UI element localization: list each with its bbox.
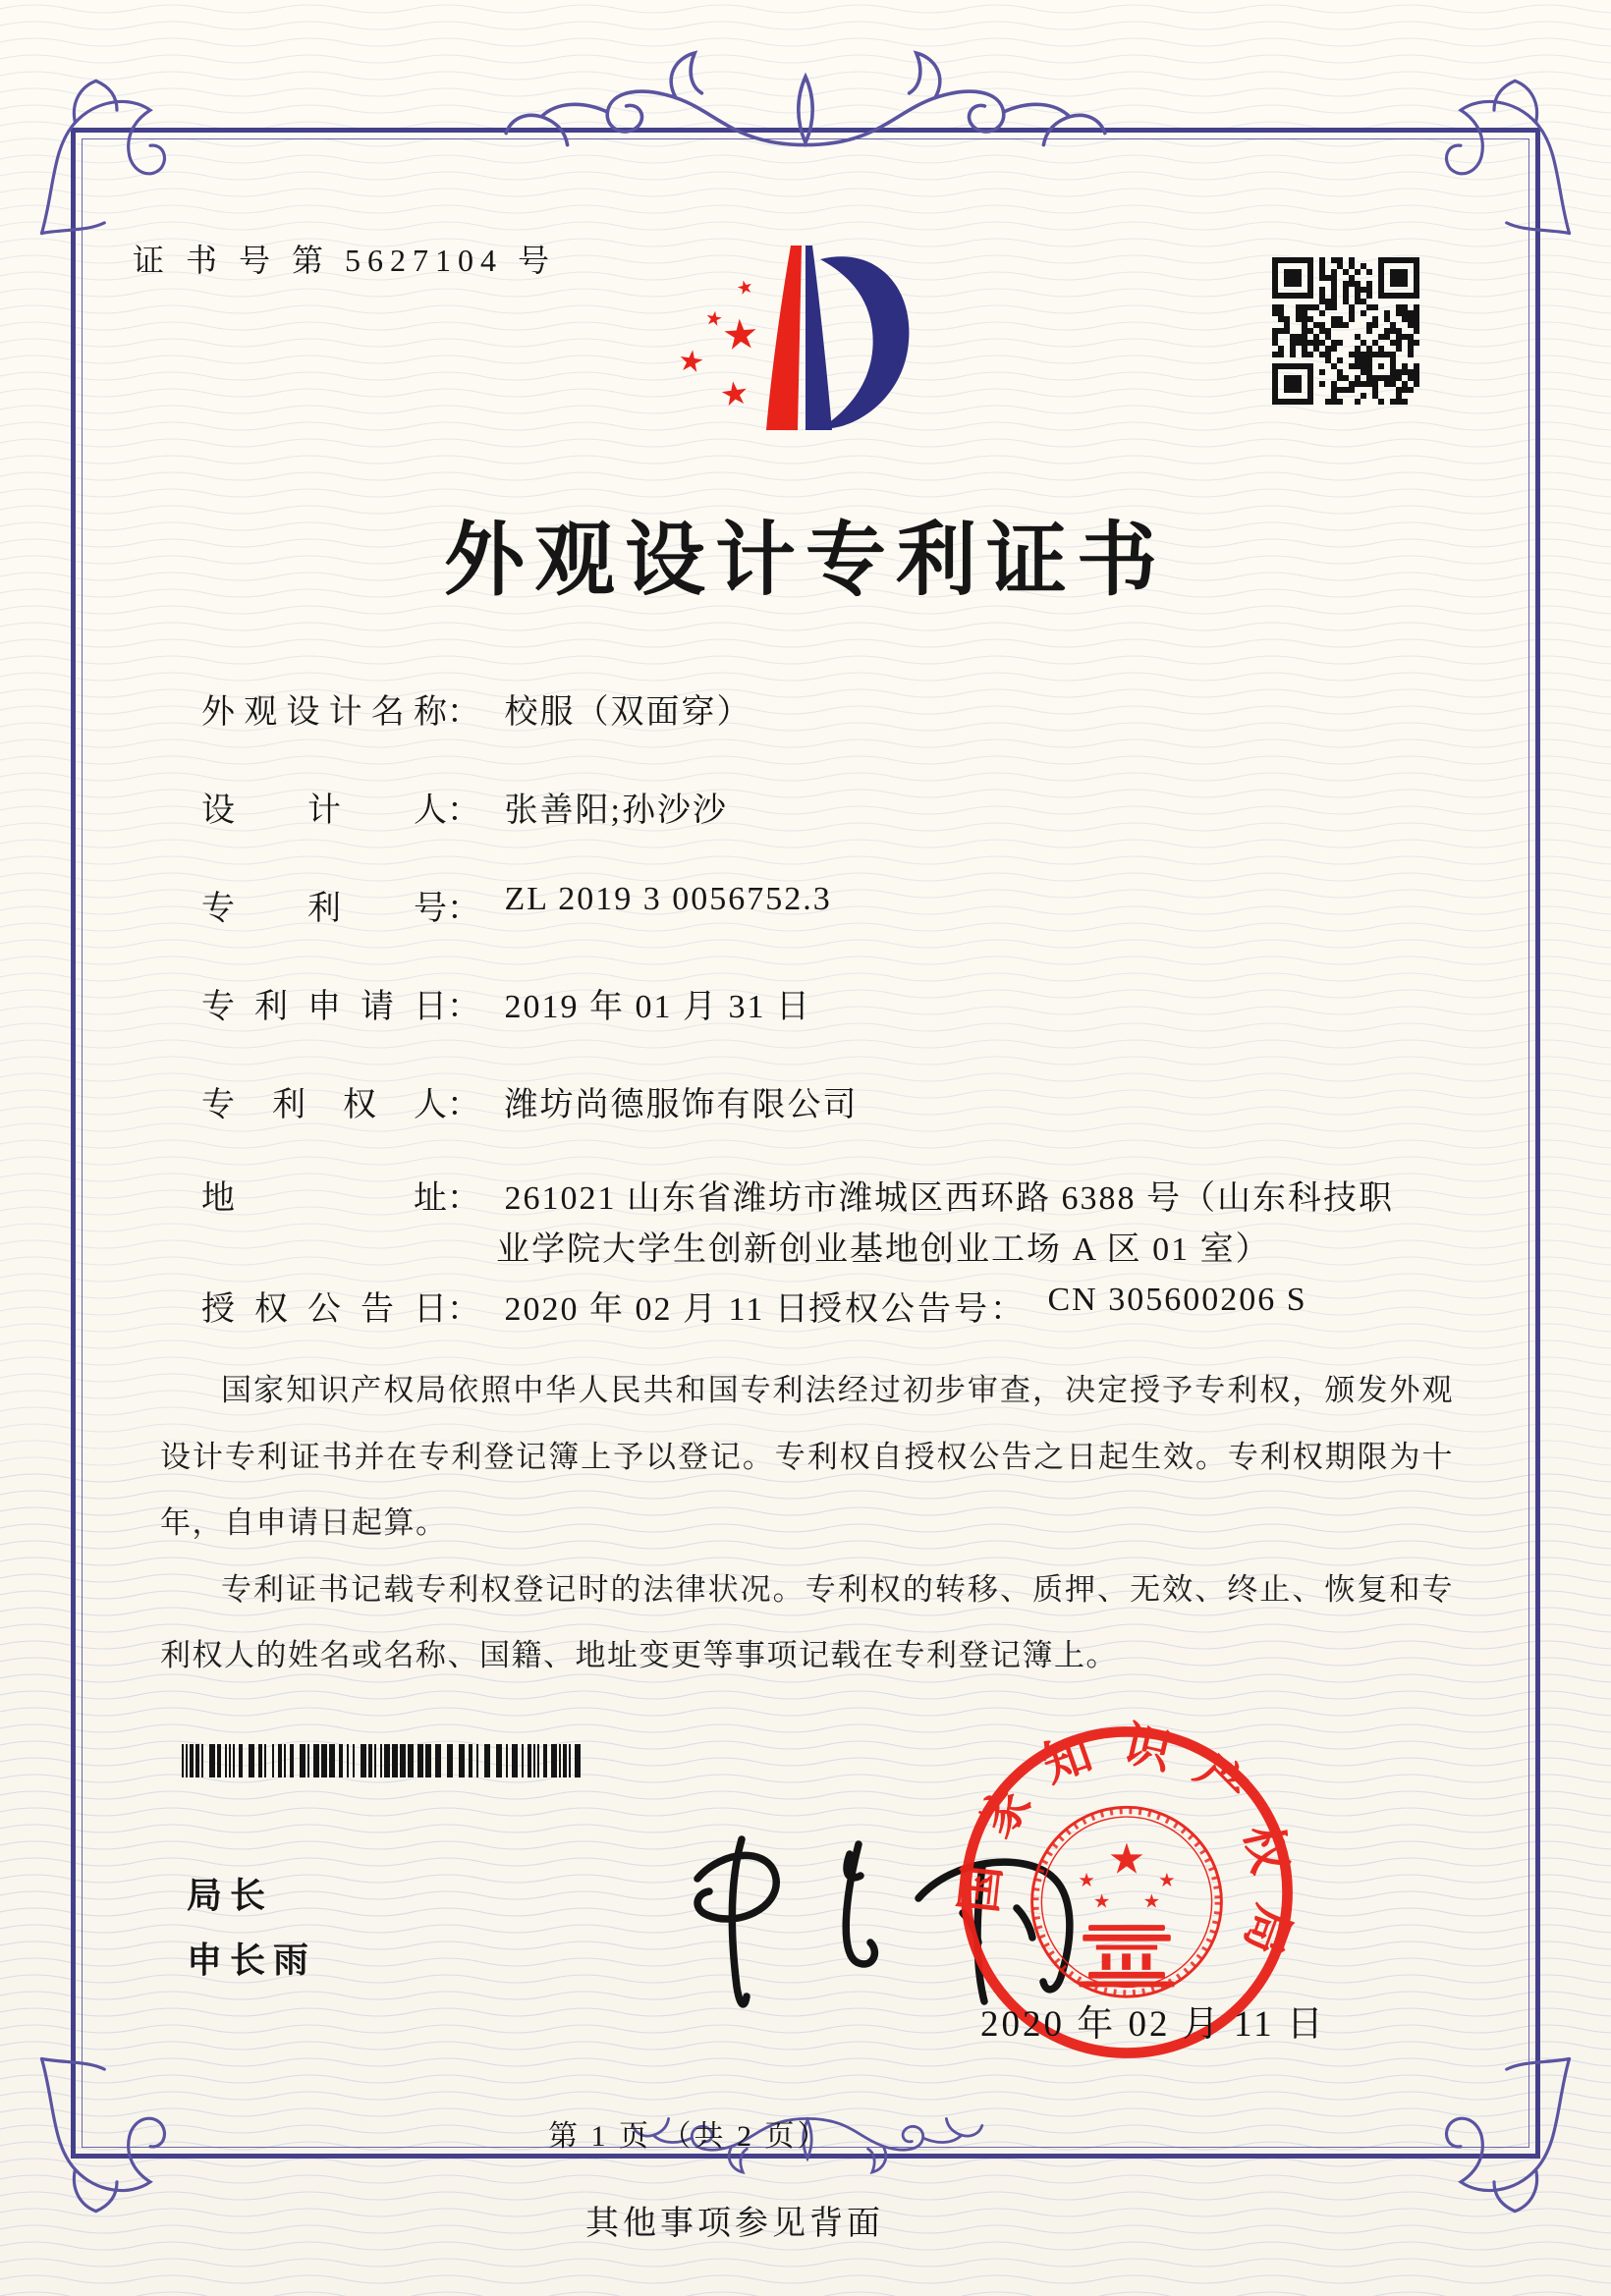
field-filing-date: 专利申请日： 2019 年 01 月 31 日 — [201, 979, 1459, 1027]
field-grant-number: 授权公告号： CN 305600206 S — [808, 1282, 1307, 1328]
field-value: 校服（双面穿） — [504, 694, 752, 731]
field-label: 专利申请日 — [201, 989, 447, 1025]
field-patentee: 专利权人： 潍坊尚德服饰有限公司 — [201, 1077, 1459, 1125]
corner-ornament-top-left — [33, 75, 200, 242]
field-value-line2: 业学院大学生创新创业基地创业工场 A 区 01 室） — [496, 1231, 1271, 1268]
seal-date: 2020 年 02 月 11 日 — [980, 2004, 1326, 2045]
field-value: 2020 年 02 月 11 日 — [504, 1291, 810, 1328]
certificate-number: 证 书 号 第 5627104 号 — [133, 243, 557, 278]
field-value: CN 305600206 S — [1047, 1282, 1307, 1318]
legal-paragraph-2: 专利证书记载专利权登记时的法律状况。专利权的转移、质押、无效、终止、恢复和专利权人的姓名或名称、国籍、地址变更等事项记载在专利登记簿上。 — [160, 1571, 1454, 1673]
corner-ornament-bottom-left — [33, 2050, 200, 2217]
svg-text:★: ★ — [1142, 1889, 1161, 1913]
field-label: 专利权人 — [201, 1087, 447, 1123]
logo-star-icon: ★ — [703, 304, 725, 332]
national-emblem — [1032, 1807, 1222, 1996]
field-label: 授权公告号 — [808, 1291, 990, 1328]
svg-text:★: ★ — [1078, 1869, 1095, 1892]
field-design-name: 外观设计名称： 校服（双面穿） — [201, 684, 1459, 733]
field-value: ZL 2019 3 0056752.3 — [504, 881, 832, 917]
barcode — [182, 1744, 584, 1777]
corner-ornament-top-right — [1411, 75, 1578, 242]
commissioner-title: 局长 — [187, 1875, 274, 1915]
field-grant-date: 授权公告日： 2020 年 02 月 11 日 授权公告号： CN 305600206 S — [201, 1282, 1307, 1328]
back-side-note: 其他事项参见背面 — [585, 2206, 884, 2242]
field-label: 设计人 — [201, 793, 447, 829]
field-value: 张善阳;孙沙沙 — [504, 793, 728, 829]
page-number: 第 1 页 （共 2 页） — [548, 2120, 830, 2153]
cnipa-logo — [619, 218, 914, 471]
field-label: 授权公告日 — [201, 1291, 447, 1328]
logo-star-icon: ★ — [675, 343, 707, 381]
seal-ring-text: 国家知识产权局 — [952, 1717, 1303, 1986]
svg-text:★: ★ — [1158, 1869, 1176, 1892]
legal-paragraph-1: 国家知识产权局依照中华人民共和国专利法经过初步审查，决定授予专利权，颁发外观设计专利证书并在专利登记簿上予以登记。专利权自授权公告之日起生效。专利权期限为十年，自申请日起算。 — [160, 1373, 1454, 1541]
corner-ornament-bottom-right — [1411, 2050, 1578, 2217]
field-value: 潍坊尚德服饰有限公司 — [504, 1087, 859, 1123]
field-label: 地址 — [201, 1180, 447, 1217]
field-address: 地址： 261021 山东省潍坊市潍城区西环路 6388 号（山东科技职 业学院大学生创新创业基地创业工场 A 区 01 室） — [201, 1171, 1459, 1219]
logo-star-icon: ★ — [720, 308, 761, 360]
certificate-title: 外观设计专利证书 — [443, 516, 1167, 605]
commissioner-name: 申长雨 — [187, 1940, 317, 1980]
qr-code — [1272, 257, 1419, 405]
svg-text:★: ★ — [1092, 1889, 1111, 1913]
field-designer: 设计人： 张善阳;孙沙沙 — [201, 783, 1459, 831]
field-value: 2019 年 01 月 31 日 — [504, 989, 811, 1025]
cnipa-logo-graphic — [619, 218, 914, 471]
field-patent-number: 专利号： ZL 2019 3 0056752.3 — [201, 881, 832, 927]
top-border-ornament — [432, 41, 1179, 159]
field-label: 专利号 — [201, 891, 447, 927]
legal-text-block — [160, 1357, 1454, 1689]
logo-star-icon: ★ — [734, 275, 756, 301]
svg-text:★: ★ — [1107, 1834, 1146, 1885]
logo-star-icon: ★ — [717, 372, 752, 414]
field-label: 外观设计名称 — [201, 694, 447, 731]
field-value-line1: 261021 山东省潍坊市潍城区西环路 6388 号（山东科技职 — [504, 1180, 1394, 1217]
